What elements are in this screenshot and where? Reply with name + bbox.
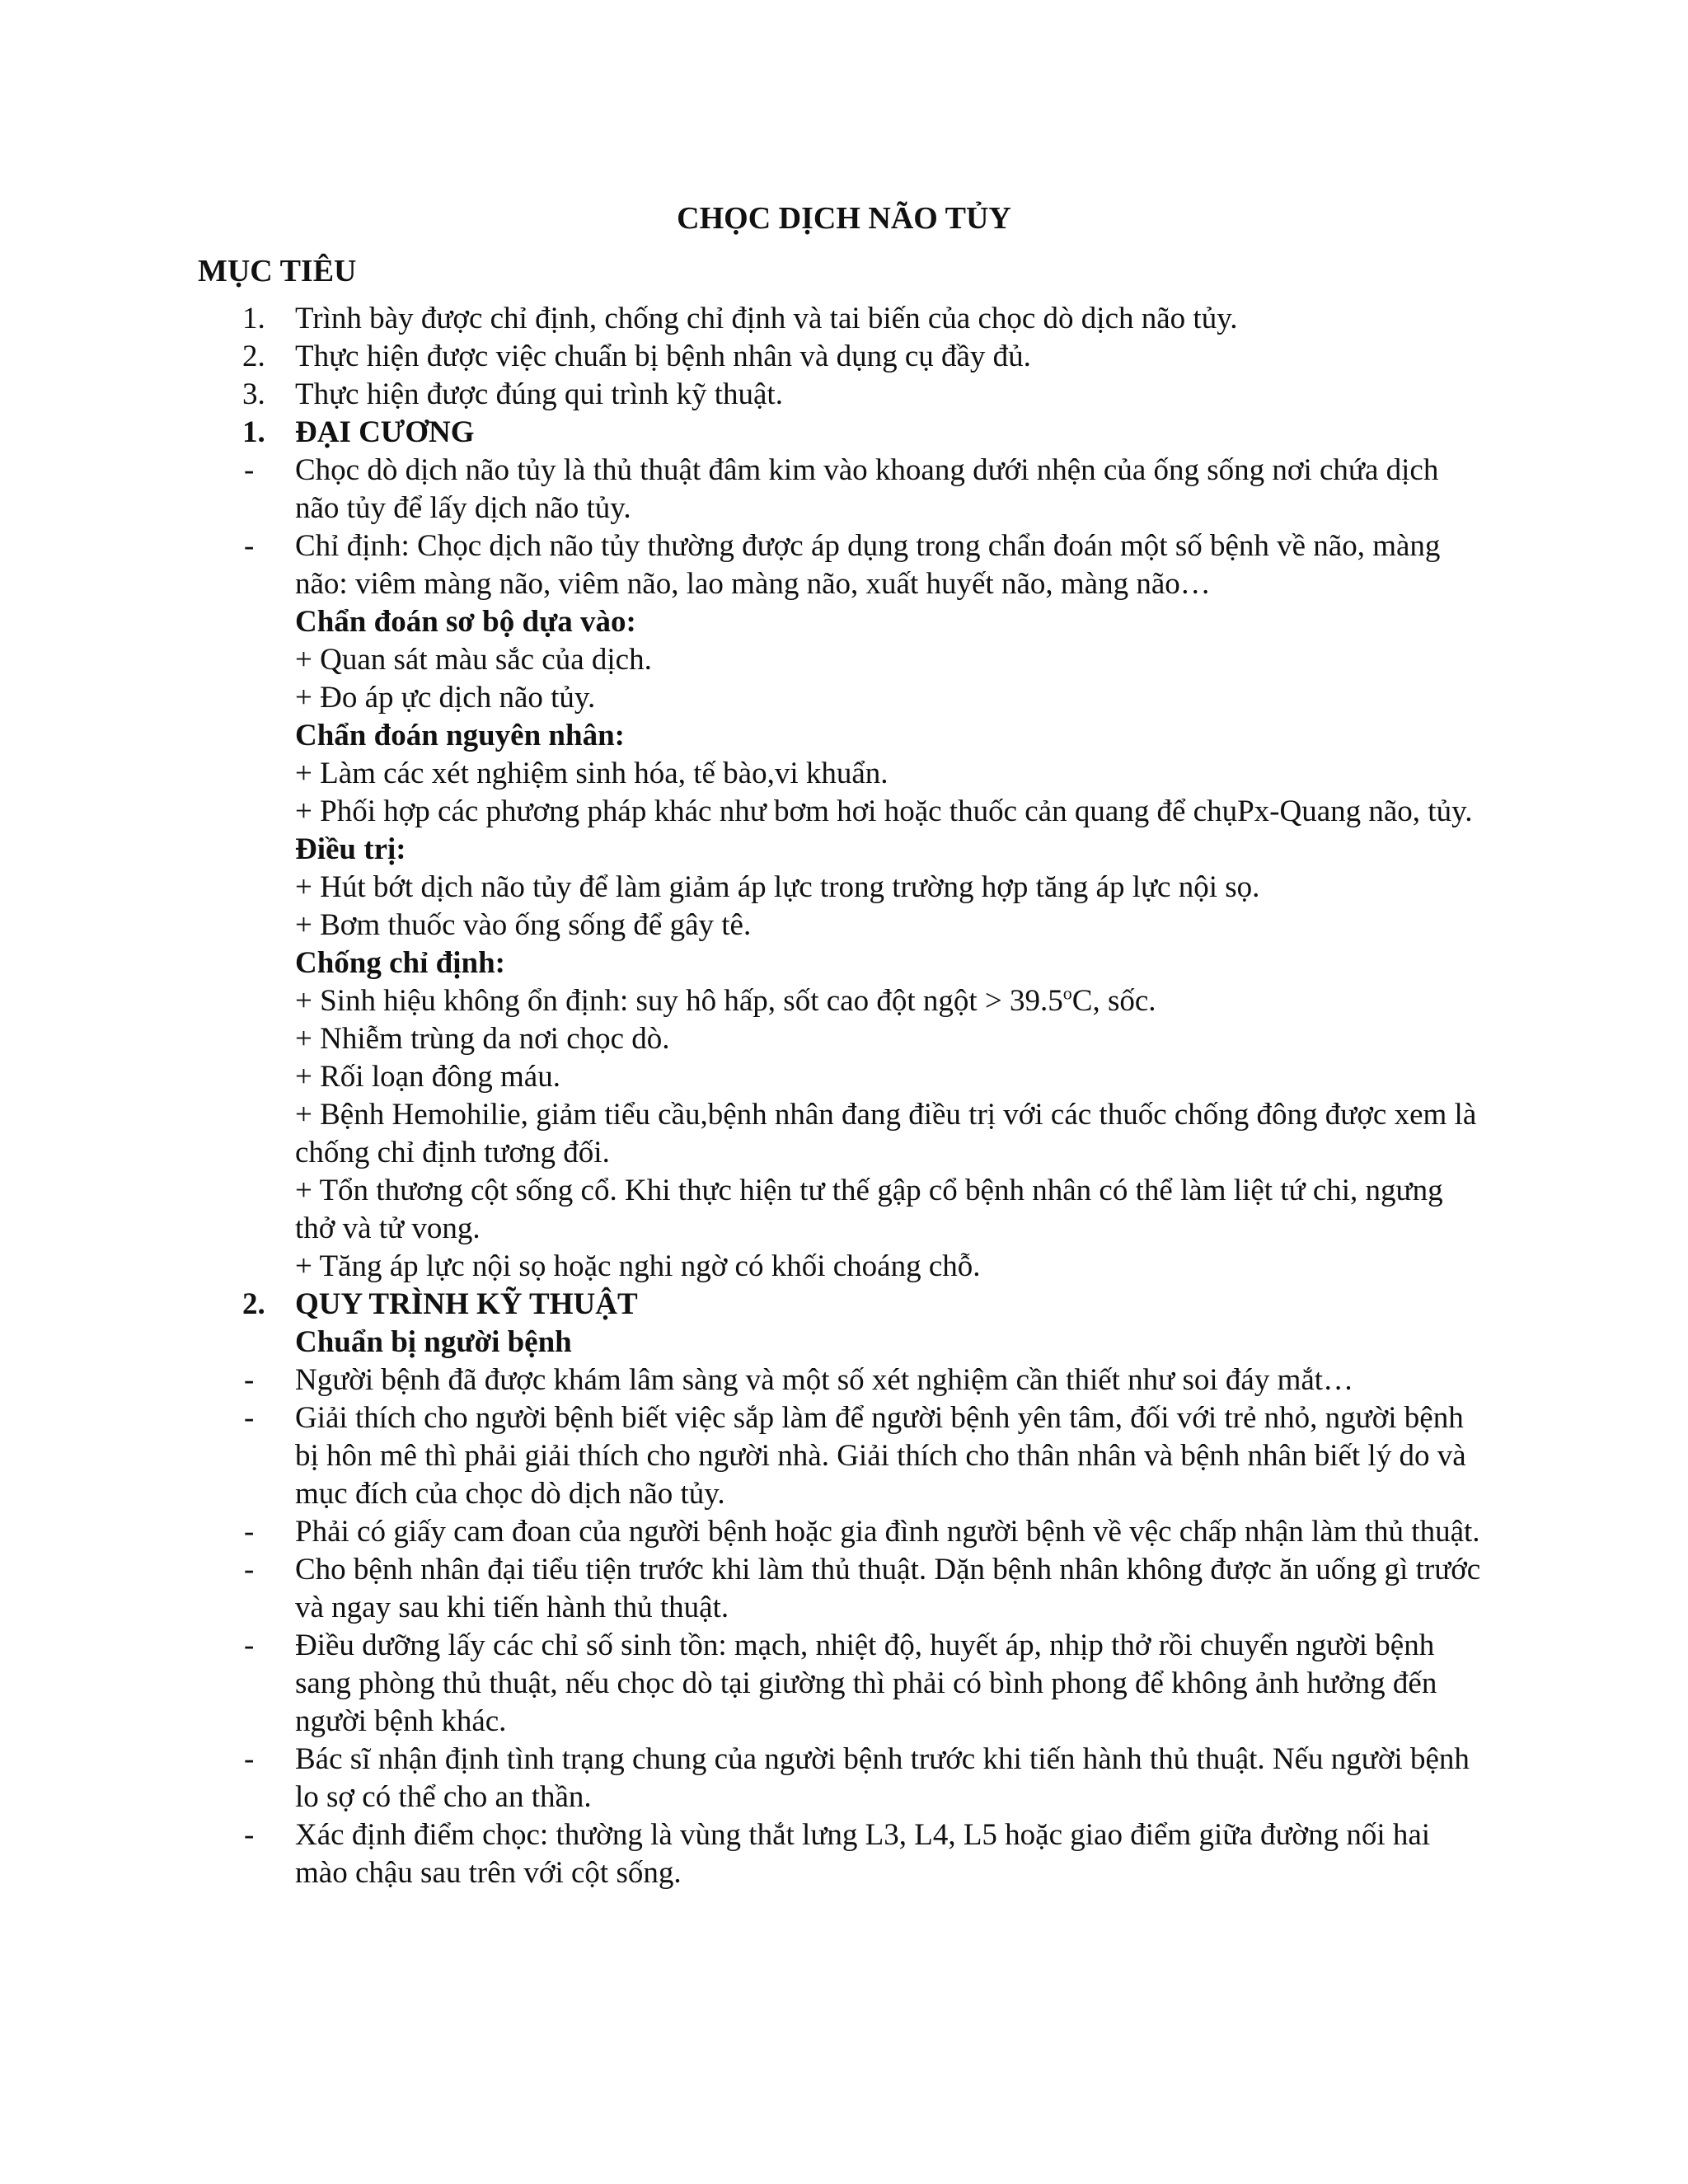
- bullet-text: Xác định điểm chọc: thường là vùng thắt lưng L3, L4, L5 hoặc giao điểm giữa đường nối hai mào chậu sau trên với cột sống.: [295, 1818, 1431, 1890]
- diag-cause-item: + Làm các xét nghiệm sinh hóa, tế bào,vi khuẩn.: [295, 757, 889, 790]
- objective-text: Thực hiện được đúng qui trình kỹ thuật.: [295, 377, 783, 411]
- bullet-item: [198, 1513, 1484, 1551]
- bullet-text: Bác sĩ nhận định tình trạng chung của người bệnh trước khi tiến hành thủ thuật. Nếu người bệnh lo sợ có thể cho an thần.: [295, 1742, 1470, 1814]
- bullet-text: Chọc dò dịch não tủy là thủ thuật đâm kim vào khoang dưới nhện của ống sống nơi chứa dịch não tủy để lấy dịch não tủy.: [295, 453, 1439, 525]
- dash-marker: -: [244, 1818, 255, 1852]
- patient-prep-heading: Chuẩn bị người bệnh: [295, 1325, 572, 1359]
- dash-marker: -: [244, 1742, 255, 1776]
- contraindication-item: + Rối loạn đông máu.: [295, 1060, 560, 1094]
- contraindication-item: [198, 982, 1484, 1020]
- bullet-item: [198, 1741, 1484, 1816]
- section-1-heading: [198, 414, 1484, 452]
- contra-text-pre: + Sinh hiệu không ổn định: suy hô hấp, sốt cao đột ngột > 39.5: [295, 984, 1063, 1018]
- page-title: CHỌC DỊCH NÃO TỦY: [677, 201, 1011, 236]
- diag-cause-heading: Chẩn đoán nguyên nhân:: [295, 719, 625, 752]
- diag-prelim-item: + Đo áp ực dịch não tủy.: [295, 681, 596, 715]
- bullet-item: [198, 1361, 1484, 1399]
- dash-marker: -: [244, 529, 255, 563]
- dash-marker: -: [244, 1363, 255, 1397]
- objective-item: [198, 338, 1484, 376]
- bullet-text: Người bệnh đã được khám lâm sàng và một số xét nghiệm cần thiết như soi đáy mắt…: [295, 1363, 1354, 1397]
- section-number: 2.: [242, 1287, 265, 1321]
- bullet-item: [198, 1816, 1484, 1892]
- contraindication-item: + Tăng áp lực nội sọ hoặc nghi ngờ có khối choáng chỗ.: [295, 1249, 981, 1283]
- diag-cause-item: + Phối hợp các phương pháp khác như bơm hơi hoặc thuốc cản quang để chụPx-Quang não, tủy.: [295, 794, 1473, 828]
- diag-prelim-heading: Chẩn đoán sơ bộ dựa vào:: [295, 605, 636, 639]
- treatment-item: + Bơm thuốc vào ống sống để gây tê.: [295, 908, 752, 942]
- dash-marker: -: [244, 1401, 255, 1435]
- section-title: ĐẠI CƯƠNG: [295, 415, 475, 449]
- objectives-heading: MỤC TIÊU: [198, 254, 357, 288]
- bullet-text: Giải thích cho người bệnh biết việc sắp làm để người bệnh yên tâm, đối với trẻ nhỏ, người bệnh bị hôn mê thì phải giải thích cho người nhà. Giải thích cho thân nhân và bệnh nhân biết lý do và mục đích của chọc dò dịch não tủy.: [295, 1401, 1466, 1511]
- bullet-text: Phải có giấy cam đoan của người bệnh hoặc gia đình người bệnh về vệc chấp nhận làm thủ thuật.: [295, 1515, 1480, 1549]
- contra-text-post: C, sốc.: [1071, 984, 1156, 1018]
- bullet-item: [198, 1399, 1484, 1513]
- treatment-heading: Điều trị:: [295, 832, 406, 866]
- list-number: 1.: [242, 302, 265, 335]
- dash-marker: -: [244, 1629, 255, 1662]
- contraindication-item: + Tổn thương cột sống cổ. Khi thực hiện tư thế gập cổ bệnh nhân có thể làm liệt tứ chi, ngưng thở và tử vong.: [295, 1174, 1443, 1245]
- bullet-text: Cho bệnh nhân đại tiểu tiện trước khi làm thủ thuật. Dặn bệnh nhân không được ăn uống gì trước và ngay sau khi tiến hành thủ thuật.: [295, 1553, 1481, 1624]
- document-body: [198, 252, 1484, 1892]
- bullet-item: [198, 452, 1484, 527]
- bullet-text: Chỉ định: Chọc dịch não tủy thường được áp dụng trong chẩn đoán một số bệnh về não, màng não: viêm màng não, viêm não, lao màng não, xuất huyết não, màng não…: [295, 529, 1441, 601]
- section-number: 1.: [242, 415, 265, 449]
- contraindication-item: + Nhiễm trùng da nơi chọc dò.: [295, 1022, 670, 1056]
- bullet-item: [198, 527, 1484, 603]
- bullet-item: [198, 1551, 1484, 1627]
- bullet-item: [198, 1627, 1484, 1741]
- dash-marker: -: [244, 453, 255, 487]
- degree-superscript: o: [1062, 982, 1072, 1004]
- section-title: QUY TRÌNH KỸ THUẬT: [295, 1287, 638, 1321]
- objective-text: Trình bày được chỉ định, chống chỉ định và tai biến của chọc dò dịch não tủy.: [295, 302, 1238, 335]
- list-number: 3.: [242, 377, 265, 411]
- section-2-heading: [198, 1286, 1484, 1324]
- diag-prelim-item: + Quan sát màu sắc của dịch.: [295, 643, 652, 677]
- bullet-text: Điều dưỡng lấy các chỉ số sinh tồn: mạch, nhiệt độ, huyết áp, nhịp thở rồi chuyển người bệnh sang phòng thủ thuật, nếu chọc dò tại giường thì phải có bình phong để không ảnh hưởng đến người bệnh khác.: [295, 1629, 1437, 1738]
- contraindication-heading: Chống chỉ định:: [295, 946, 505, 980]
- treatment-item: + Hút bớt dịch não tủy để làm giảm áp lực trong trường hợp tăng áp lực nội sọ.: [295, 870, 1260, 904]
- objective-item: [198, 300, 1484, 338]
- objective-text: Thực hiện được việc chuẩn bị bệnh nhân và dụng cụ đầy đủ.: [295, 340, 1031, 373]
- contraindication-item: + Bệnh Hemohilie, giảm tiểu cầu,bệnh nhân đang điều trị với các thuốc chống đông được xem là chống chỉ định tương đối.: [295, 1098, 1477, 1169]
- dash-marker: -: [244, 1553, 255, 1586]
- list-number: 2.: [242, 340, 265, 373]
- dash-marker: -: [244, 1515, 255, 1549]
- objective-item: [198, 376, 1484, 414]
